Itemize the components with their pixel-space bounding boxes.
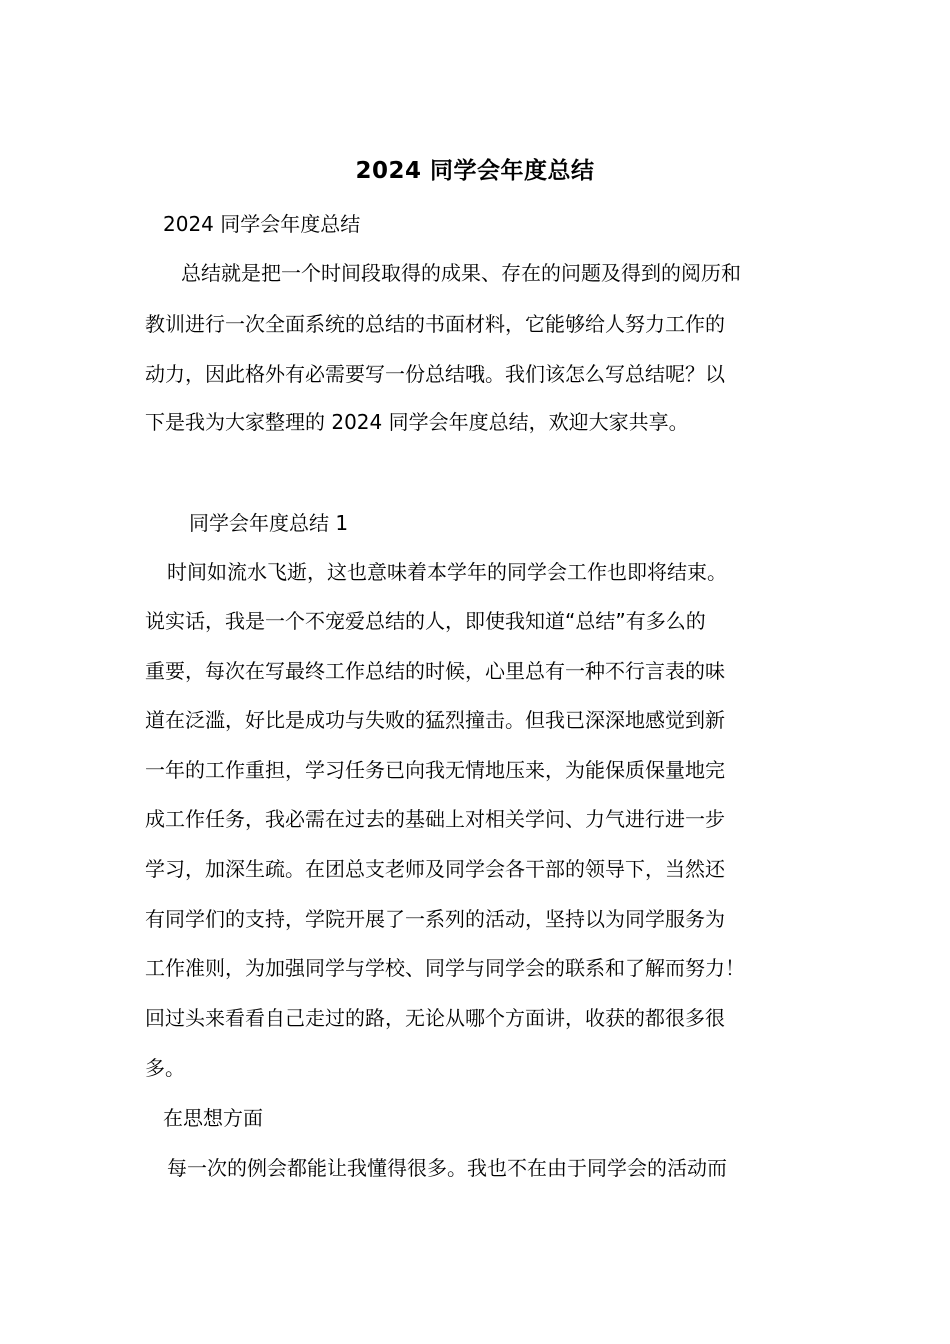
body-line-10: 回过头来看看自己走过的路，无论从哪个方面讲，收获的都很多很 (145, 1006, 725, 1030)
thought-heading: 在思想方面 (163, 1106, 263, 1130)
intro-line-1: 总结就是把一个时间段取得的成果、存在的问题及得到的阅历和 (181, 261, 741, 285)
body-line-5: 一年的工作重担，学习任务已向我无情地压来，为能保质保量地完 (145, 758, 725, 782)
thought-line-1: 每一次的例会都能让我懂得很多。我也不在由于同学会的活动而 (167, 1156, 727, 1180)
section-heading: 同学会年度总结 1 (189, 511, 349, 535)
body-line-8: 有同学们的支持，学院开展了一系列的活动，坚持以为同学服务为 (145, 907, 725, 931)
intro-line-3: 动力，因此格外有必需要写一份总结哦。我们该怎么写总结呢？以 (145, 362, 725, 386)
document-subtitle: 2024 同学会年度总结 (163, 212, 361, 236)
body-line-9: 工作准则，为加强同学与学校、同学与同学会的联系和了解而努力！ (145, 956, 745, 980)
body-line-11: 多。 (145, 1056, 185, 1080)
intro-line-2: 教训进行一次全面系统的总结的书面材料，它能够给人努力工作的 (145, 312, 725, 336)
body-line-4: 道在泛滥，好比是成功与失败的猛烈撞击。但我已深深地感觉到新 (145, 708, 725, 732)
body-line-6: 成工作任务，我必需在过去的基础上对相关学问、力气进行进一步 (145, 807, 725, 831)
body-line-2: 说实话，我是一个不宠爱总结的人，即使我知道“总结”有多么的 (145, 609, 706, 633)
intro-line-4: 下是我为大家整理的 2024 同学会年度总结，欢迎大家共享。 (145, 410, 689, 434)
body-line-3: 重要，每次在写最终工作总结的时候，心里总有一种不行言表的味 (145, 659, 725, 683)
body-line-7: 学习，加深生疏。在团总支老师及同学会各干部的领导下，当然还 (145, 857, 725, 881)
body-line-1: 时间如流水飞逝，这也意味着本学年的同学会工作也即将结束。 (167, 560, 727, 584)
document-title: 2024 同学会年度总结 (355, 158, 595, 184)
